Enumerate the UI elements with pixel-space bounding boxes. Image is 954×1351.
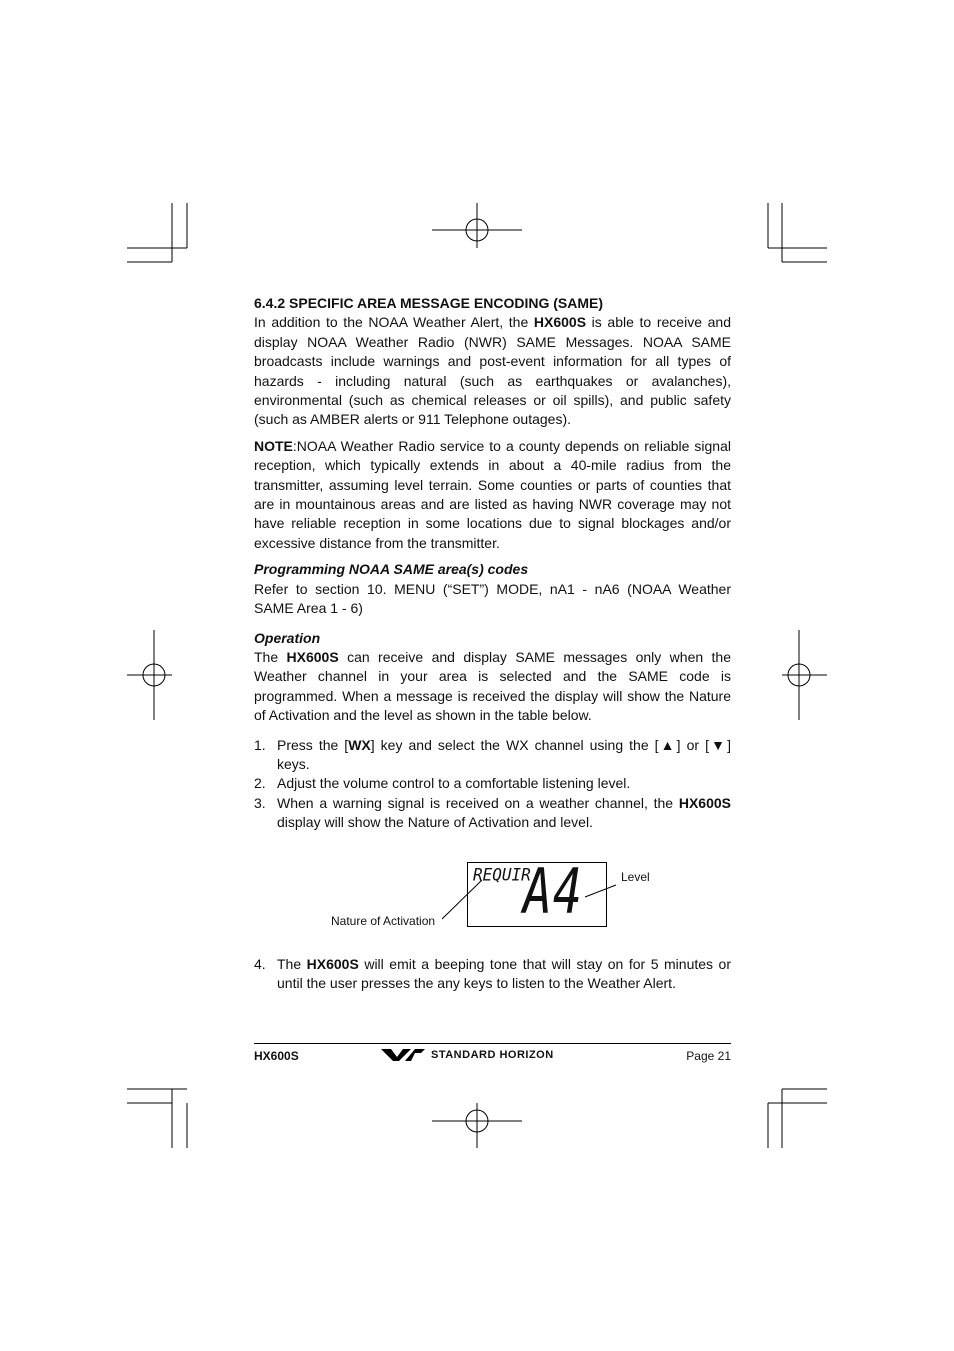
- step-text: ] key and select the WX channel using the [▲] or [▼] keys.: [277, 736, 731, 772]
- operation-text-b: can receive and display SAME messages only when the Weather channel in your area is selected and the SAME code is programmed. When a message is received the display will show the Nature of Activation and the level as shown in the table below.: [254, 648, 732, 724]
- page-content: [254, 294, 731, 993]
- step-number: 2.: [254, 775, 266, 792]
- programming-text: Refer to section 10. MENU (“SET”) MODE, nA1 - nA6 (NOAA Weather SAME Area 1 - 6): [254, 580, 731, 617]
- model-name: HX600S: [533, 314, 587, 331]
- operation-text-a: The: [254, 648, 287, 665]
- step-number: 1.: [254, 736, 266, 753]
- intro-text-b: is able to receive and display NOAA Weather Radio (NWR) SAME Messages. NOAA SAME broadcasts include warnings and post-event information for all types of hazards - including natural (such as earthquakes or avalanches), environmental (such as chemical releases or oil spills), and public safety (such as AMBER alerts or 911 Telephone outages).: [254, 314, 731, 428]
- level-label: Level: [621, 869, 650, 884]
- step-text: The: [277, 955, 307, 972]
- model-name: HX600S: [286, 648, 339, 665]
- list-item: [254, 794, 731, 833]
- nature-of-activation-readout: REQUIR: [473, 864, 531, 885]
- nature-of-activation-label: Nature of Activation: [331, 913, 436, 928]
- brand-logo: [381, 1048, 554, 1062]
- step-text: Adjust the volume control to a comfortable listening level.: [277, 775, 631, 792]
- list-item: [254, 774, 731, 793]
- list-item: [254, 736, 731, 775]
- model-name: HX600S: [678, 794, 731, 811]
- intro-paragraph: [254, 313, 731, 429]
- wx-key-label: WX: [348, 736, 371, 753]
- step-text: display will show the Nature of Activation and level.: [277, 814, 593, 831]
- brand-logo-icon: [381, 1048, 425, 1062]
- note-text: :NOAA Weather Radio service to a county depends on reliable signal reception, which typically extends in about a 40-mile radius from the transmitter, assuming level terrain. Some counties or parts of counties that are in mountainous areas and are listed as having NWR coverage may not have reliable reception in some locations due to signal blockages and/or excessive distance from the transmitter.: [254, 437, 731, 551]
- step-text: Press the [: [277, 736, 349, 753]
- step-number: 4.: [254, 955, 266, 972]
- note-label: NOTE: [254, 437, 293, 454]
- lcd-display: [467, 854, 607, 928]
- programming-title: Programming NOAA SAME area(s) codes: [254, 561, 529, 578]
- steps-list: [254, 736, 731, 833]
- step-text: When a warning signal is received on a weather channel, the: [277, 794, 679, 811]
- step-text: will emit a beeping tone that will stay on for 5 minutes or until the user presses the any keys to listen to the Weather Alert.: [277, 955, 732, 991]
- operation-paragraph: [254, 648, 731, 726]
- page-number: Page 21: [686, 1049, 731, 1063]
- brand-name: STANDARD HORIZON: [431, 1049, 554, 1061]
- steps-list-continued: [254, 955, 731, 994]
- lcd-figure: [254, 845, 731, 955]
- intro-text-a: In addition to the NOAA Weather Alert, the: [254, 314, 534, 331]
- step-number: 3.: [254, 794, 266, 811]
- section-heading: 6.4.2 SPECIFIC AREA MESSAGE ENCODING (SAME): [254, 295, 604, 311]
- list-item: [254, 955, 731, 994]
- level-readout: A4: [523, 854, 583, 928]
- note-paragraph: [254, 437, 731, 553]
- footer-model: HX600S: [254, 1049, 299, 1063]
- model-name: HX600S: [306, 955, 359, 972]
- operation-title: Operation: [254, 629, 321, 646]
- page-footer: [254, 1043, 731, 1063]
